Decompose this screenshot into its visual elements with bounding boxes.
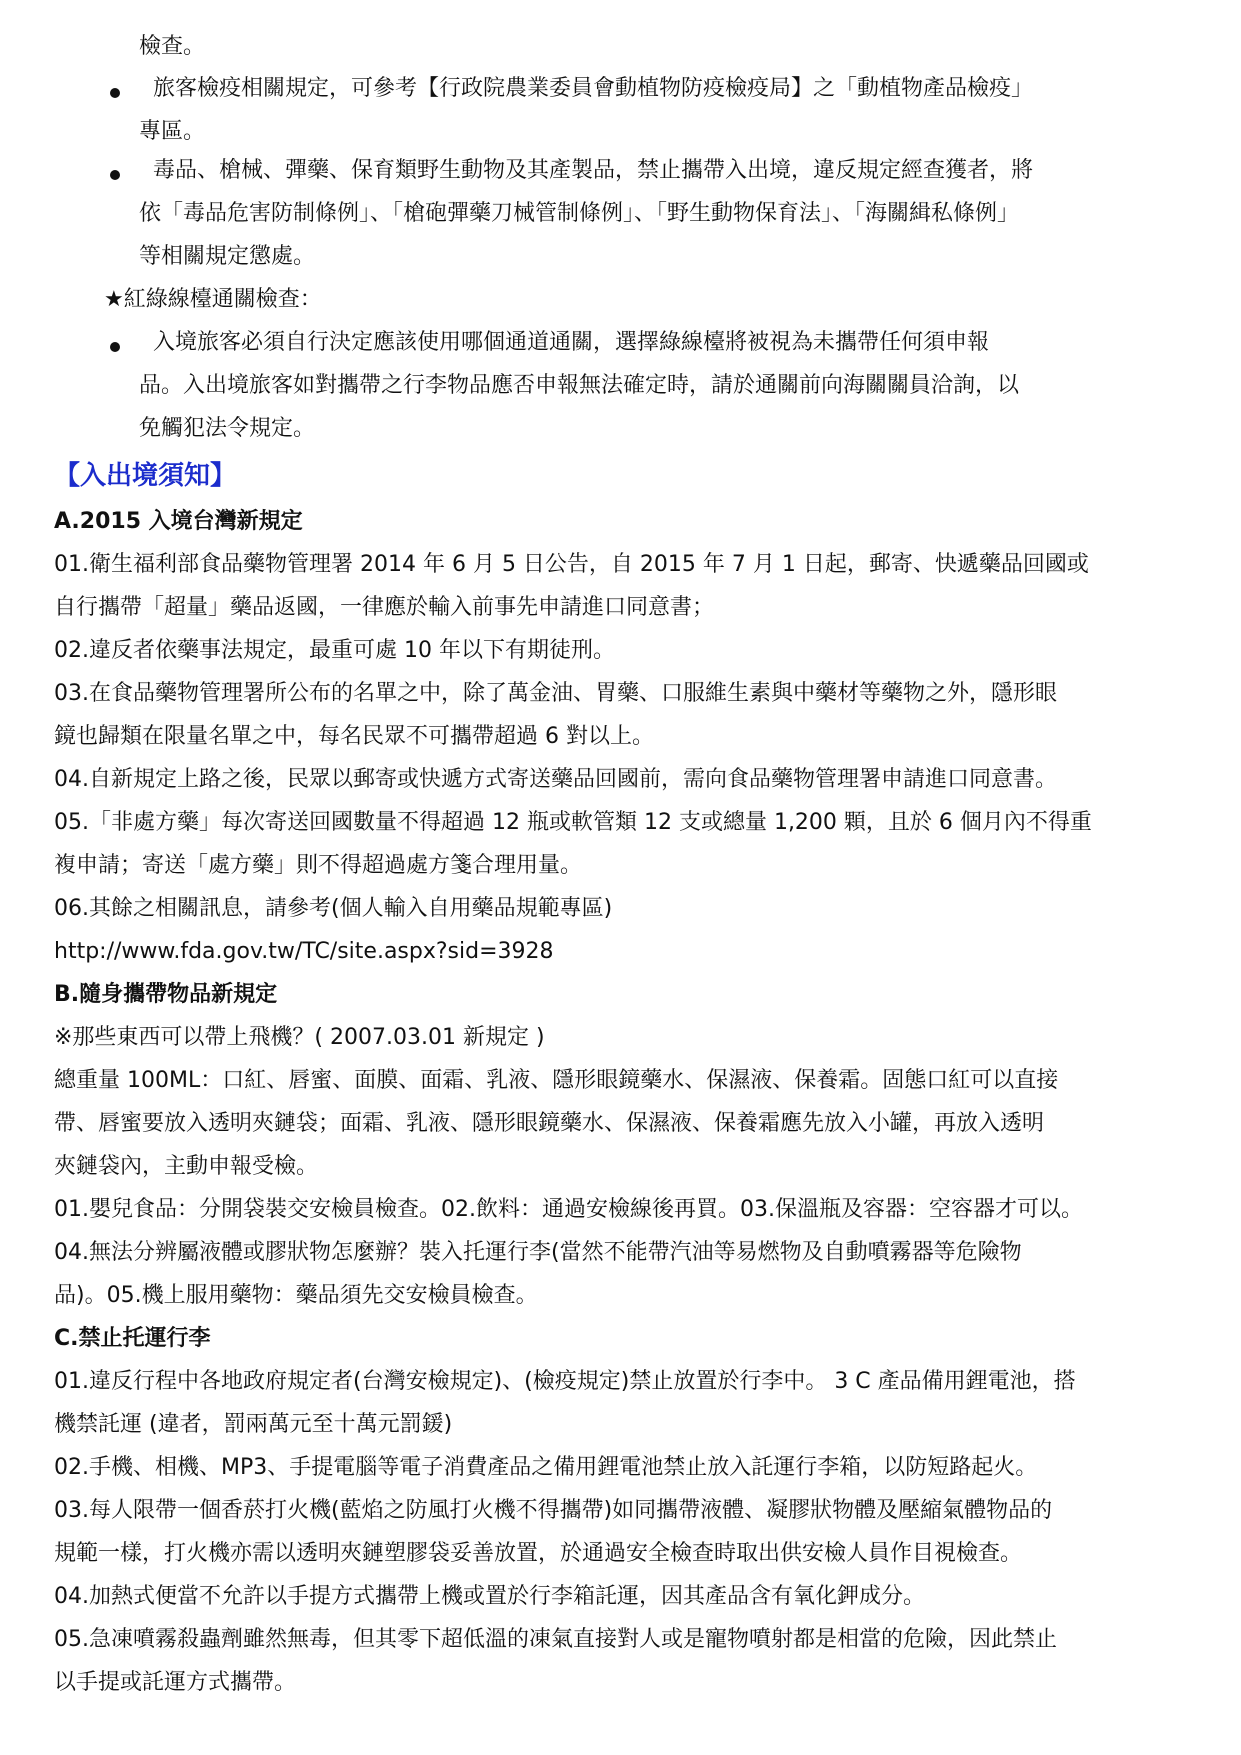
section-c-line: 以手提或託運方式攜帶。 (54, 1670, 297, 1695)
section-c-line: 規範一樣，打火機亦需以透明夾鏈塑膠袋妥善放置，於通過安全檢查時取出供安檢人員作目視檢查。 (54, 1541, 1023, 1566)
section-c-line: 機禁託運 (違者，罰兩萬元至十萬元罰鍰) (54, 1412, 453, 1437)
section-b-line: 夾鏈袋內，主動申報受檢。 (54, 1154, 319, 1179)
section-a-line: 03.在食品藥物管理署所公布的名單之中，除了萬金油、胃藥、口服維生素與中藥材等藥物之外，隱形眼 (54, 681, 1057, 706)
bullet2-line1: 毒品、槍械、彈藥、保育類野生動物及其產製品，禁止攜帶入出境，違反規定經查獲者，將 (153, 158, 1034, 183)
section-b-line: 總重量 100ML：口紅、唇蜜、面膜、面霜、乳液、隱形眼鏡藥水、保濕液、保養霜。固態口紅可以直接 (54, 1068, 1059, 1093)
bullet3-line2: 品。入出境旅客如對攜帶之行李物品應否申報無法確定時，請於通關前向海關關員洽詢，以 (139, 373, 1020, 398)
section-a-line: 自行攜帶「超量」藥品返國，一律應於輸入前事先申請進口同意書； (54, 595, 715, 620)
section-a-line: 複申請；寄送「處方藥」則不得超過處方箋合理用量。 (54, 853, 583, 878)
section-c-line: 05.急凍噴霧殺蟲劑雖然無毒，但其零下超低溫的凍氣直接對人或是寵物噴射都是相當的危險，因此禁止 (54, 1627, 1057, 1652)
section-b-line: 01.嬰兒食品：分開袋裝交安檢員檢查。02.飲料：通過安檢線後再買。03.保溫瓶及容器：空容器才可以。 (54, 1197, 1083, 1222)
section-a-line: 鏡也歸類在限量名單之中，每名民眾不可攜帶超過 6 對以上。 (54, 724, 654, 749)
section-title: 【入出境須知】 (54, 461, 237, 491)
section-a-line: 05.「非處方藥」每次寄送回國數量不得超過 12 瓶或軟管類 12 支或總量 1,200 顆，且於 6 個月內不得重 (54, 810, 1092, 835)
section-b-line: 04.無法分辨屬液體或膠狀物怎麼辦？裝入托運行李(當然不能帶汽油等易燃物及自動噴霧器等危險物 (54, 1240, 1022, 1265)
section-b-line: 帶、唇蜜要放入透明夾鏈袋；面霜、乳液、隱形眼鏡藥水、保濕液、保養霜應先放入小罐，再放入透明 (54, 1111, 1045, 1136)
section-a-title: A.2015 入境台灣新規定 (54, 509, 303, 534)
section-c-title: C.禁止托運行李 (54, 1326, 211, 1351)
bullet2-line2: 依「毒品危害防制條例」、「槍砲彈藥刀械管制條例」、「野生動物保育法」、「海關緝私條例」 (139, 201, 1020, 226)
intro-line: 檢查。 (139, 34, 206, 59)
bullet3-line3: 免觸犯法令規定。 (139, 416, 316, 441)
section-a-line: 01.衛生福利部食品藥物管理署 2014 年 6 月 5 日公告，自 2015 年 7 月 1 日起，郵寄、快遞藥品回國或 (54, 552, 1089, 577)
bullet3-line1: 入境旅客必須自行決定應該使用哪個通道通關，選擇綠線檯將被視為未攜帶任何須申報 (153, 330, 990, 355)
section-a-line: 02.違反者依藥事法規定，最重可處 10 年以下有期徒刑。 (54, 638, 615, 663)
fda-url-text: http://www.fda.gov.tw/TC/site.aspx?sid=3928 (54, 939, 554, 964)
bullet-icon (110, 170, 120, 180)
section-b-line: 品)。05.機上服用藥物：藥品須先交安檢員檢查。 (54, 1283, 538, 1308)
section-c-line: 04.加熱式便當不允許以手提方式攜帶上機或置於行李箱託運，因其產品含有氧化鉀成分。 (54, 1584, 925, 1609)
section-c-line: 01.違反行程中各地政府規定者(台灣安檢規定)、(檢疫規定)禁止放置於行李中。 3 C 產品備用鋰電池，搭 (54, 1369, 1076, 1394)
bullet1-line1: 旅客檢疫相關規定，可參考【行政院農業委員會動植物防疫檢疫局】之「動植物產品檢疫」 (153, 76, 1034, 101)
section-a-line: 04.自新規定上路之後，民眾以郵寄或快遞方式寄送藥品回國前，需向食品藥物管理署申請進口同意書。 (54, 767, 1057, 792)
section-a-line: 06.其餘之相關訊息，請參考(個人輸入自用藥品規範專區) (54, 896, 613, 921)
bullet2-line3: 等相關規定懲處。 (139, 244, 316, 269)
section-b-line: ※那些東西可以帶上飛機？( 2007.03.01 新規定 ) (54, 1025, 545, 1050)
bullet-icon (110, 88, 120, 98)
section-c-line: 02.手機、相機、MP3、手提電腦等電子消費產品之備用鋰電池禁止放入託運行李箱，以防短路起火。 (54, 1455, 1038, 1480)
section-c-line: 03.每人限帶一個香菸打火機(藍焰之防風打火機不得攜帶)如同攜帶液體、凝膠狀物體及壓縮氣體物品的 (54, 1498, 1053, 1523)
section-b-title: B.隨身攜帶物品新規定 (54, 982, 278, 1007)
bullet-icon (110, 342, 120, 352)
red-green-lane-heading: ★紅綠線檯通關檢查： (104, 287, 322, 312)
bullet1-line2: 專區。 (139, 119, 206, 144)
